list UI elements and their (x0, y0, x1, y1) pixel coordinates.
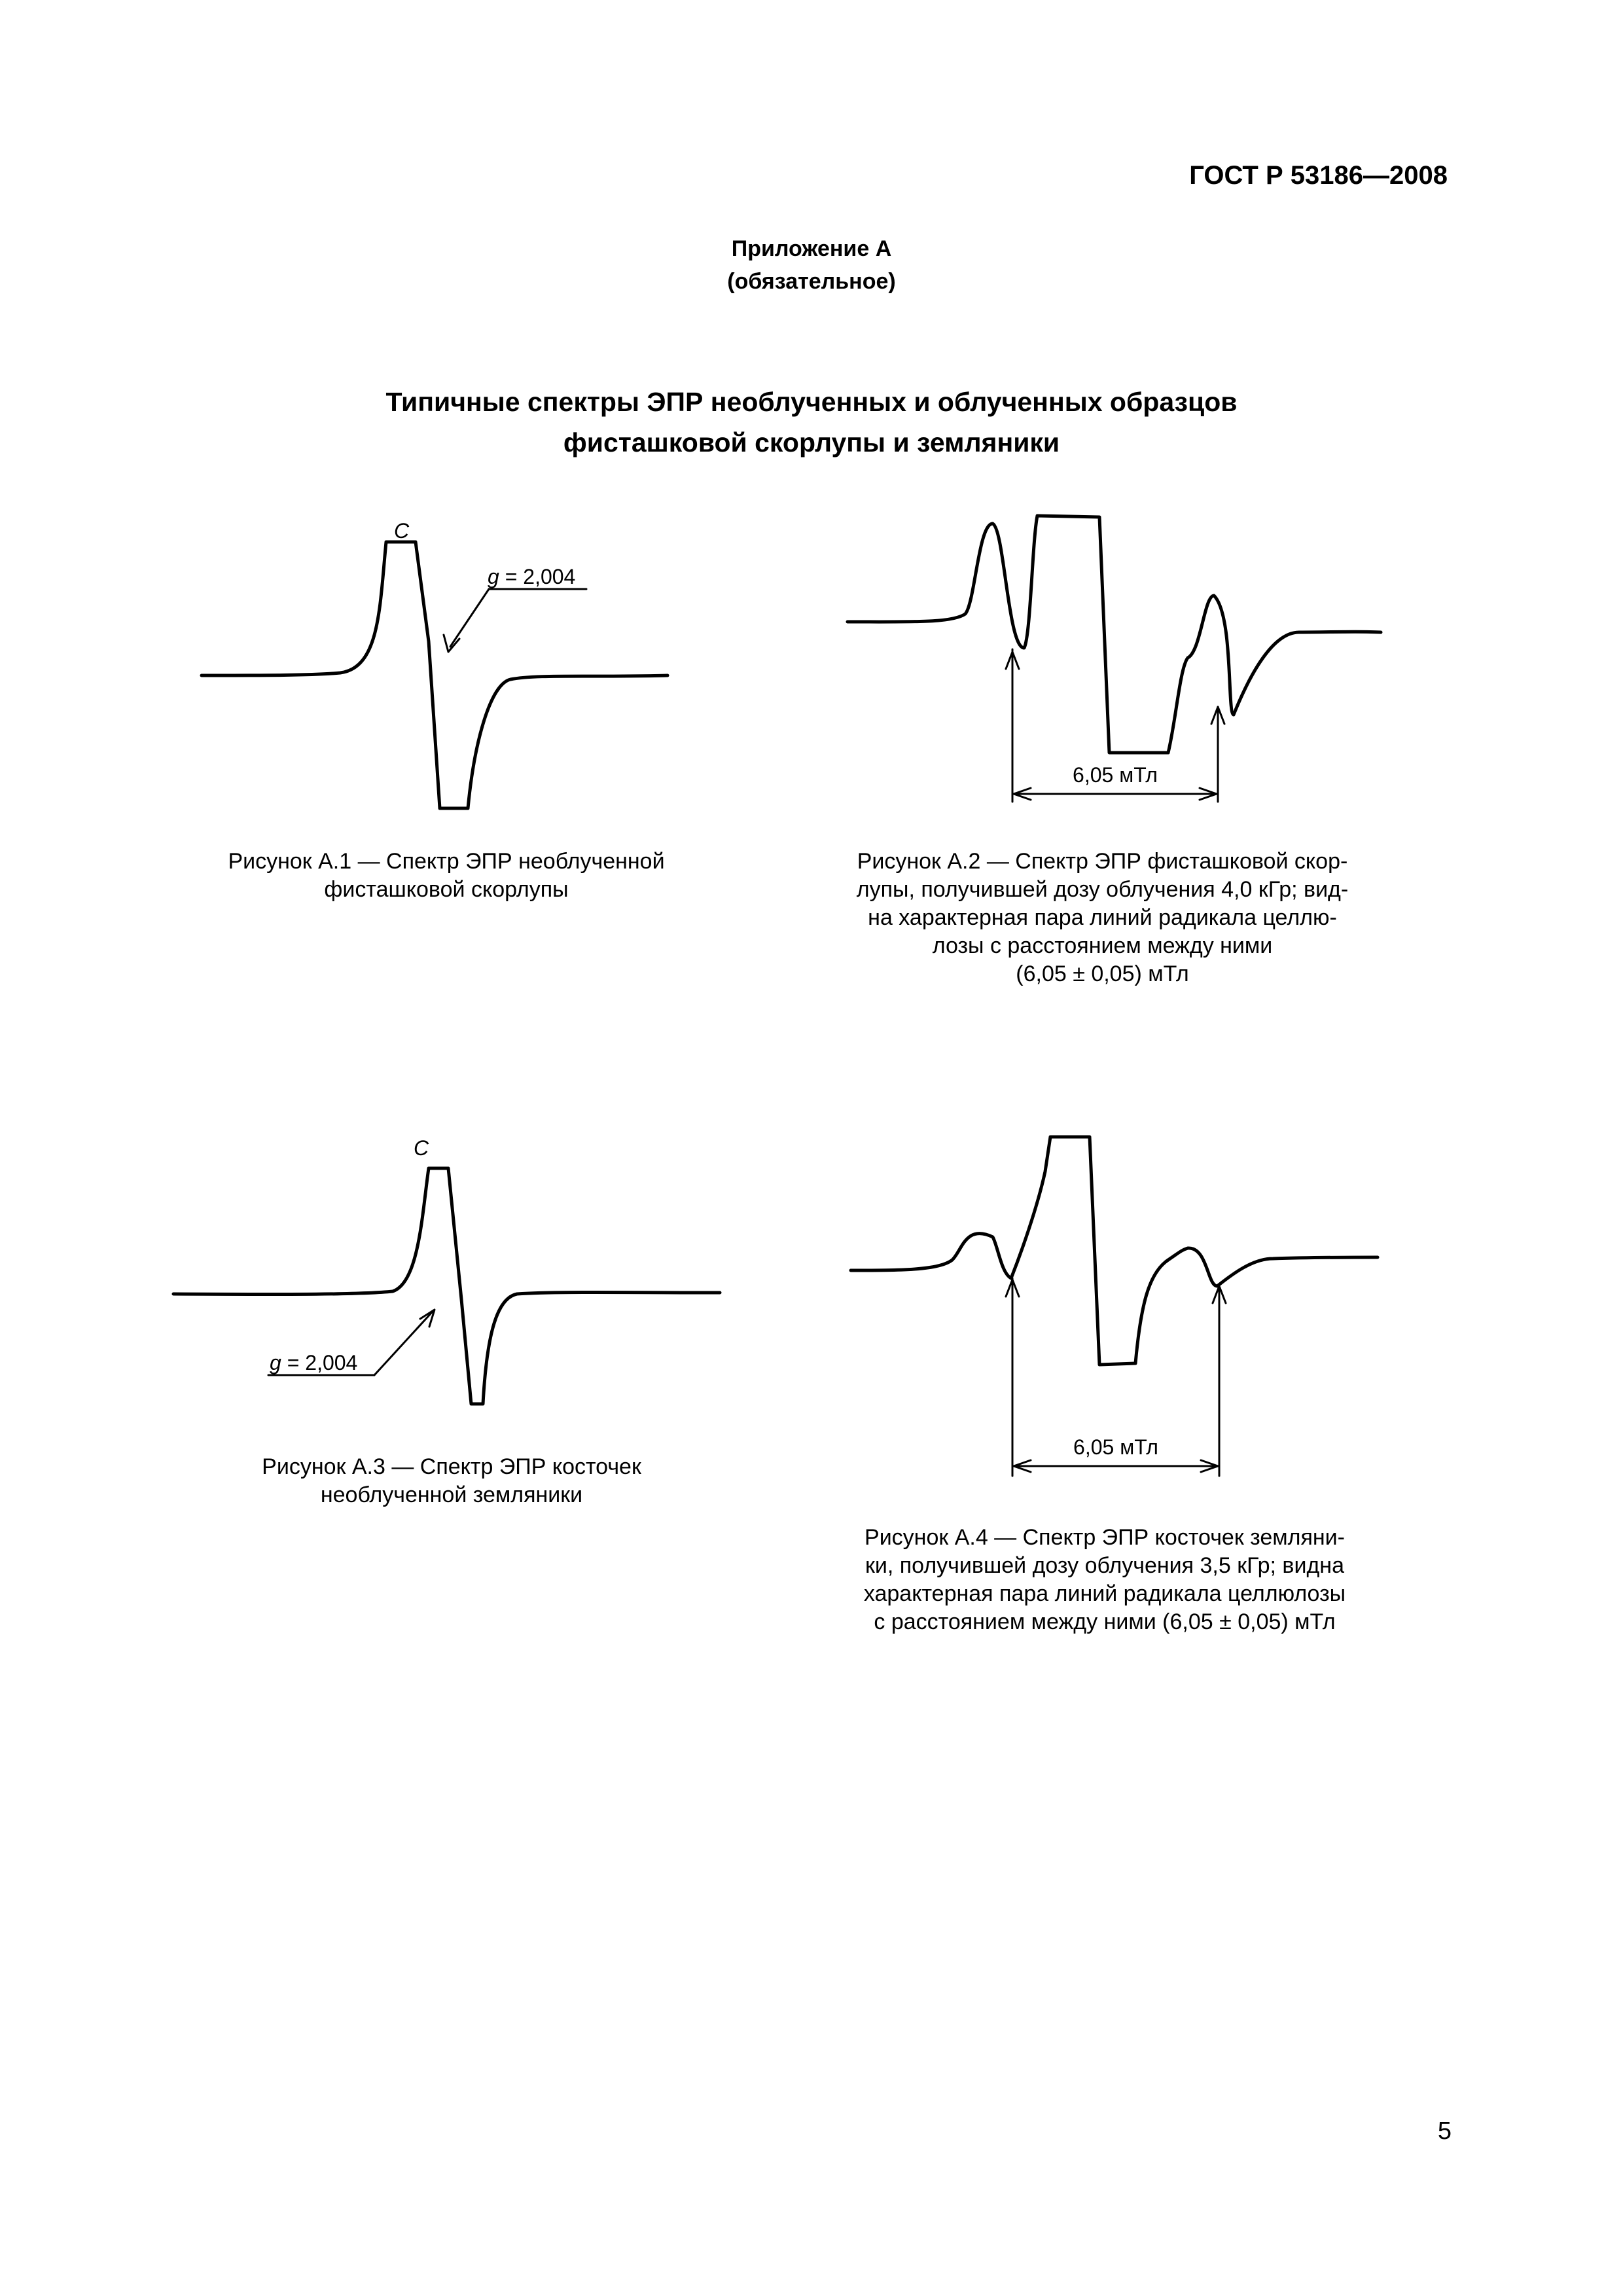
appendix-label: Приложение А (731, 236, 892, 261)
figure-a3-g-symbol: g (270, 1351, 281, 1374)
figure-a2-caption (826, 848, 1379, 988)
figure-a1-g-symbol: g (488, 565, 499, 588)
figure-a4-distance-label: 6,05 мТл (1073, 1435, 1158, 1459)
appendix-status: (обязательное) (727, 269, 896, 294)
figure-a1-peak-label: C (394, 519, 410, 543)
figure-a3-g-value: = 2,004 (281, 1351, 358, 1374)
figure-a3-caption-line: Рисунок А.3 — Спектр ЭПР косточек (262, 1454, 641, 1479)
figure-a1-pointer-line (450, 589, 489, 647)
figure-a3-trace (173, 1168, 720, 1404)
figure-a1-caption-line: фисташковой скорлупы (324, 877, 569, 902)
appendix-heading (0, 232, 1623, 298)
figure-a2-spectrum (841, 504, 1391, 818)
figure-a1-g-value: = 2,004 (499, 565, 576, 588)
figure-a4-trace (851, 1137, 1378, 1365)
title-line-1: Типичные спектры ЭПР необлученных и облученных образцов (385, 387, 1238, 417)
figure-a2-caption-line: лозы с расстоянием между ними (932, 933, 1273, 958)
figure-a2-caption-line: на характерная пара линий радикала целлю- (868, 905, 1337, 930)
figure-a4-caption-line: с расстоянием между ними (6,05 ± 0,05) мТл (874, 1609, 1336, 1634)
figure-a4-caption (830, 1524, 1380, 1636)
figure-a3-peak-label: C (414, 1136, 429, 1160)
title-line-2: фисташковой скорлупы и земляники (563, 427, 1060, 457)
figure-a3-spectrum (164, 1122, 740, 1417)
figure-a4-spectrum (841, 1122, 1391, 1489)
page-title (0, 382, 1623, 463)
figure-a2-caption-line: лупы, получившей дозу облучения 4,0 кГр; вид- (856, 877, 1349, 902)
figure-a1-g-annotation (488, 565, 575, 588)
figure-a3-caption-line: необлученной земляники (320, 1482, 583, 1507)
figure-a1-caption-line: Рисунок А.1 — Спектр ЭПР необлученной (228, 849, 665, 874)
figure-a1-trace (202, 542, 668, 808)
figure-a2-caption-line: Рисунок А.2 — Спектр ЭПР фисташковой скор- (857, 849, 1348, 874)
figure-a3-pointer-line (374, 1312, 432, 1375)
figure-a3-g-annotation (270, 1351, 357, 1374)
figure-a1-spectrum (183, 504, 694, 818)
figure-a4-caption-line: Рисунок А.4 — Спектр ЭПР косточек земляни- (865, 1525, 1345, 1550)
figure-a2-trace (847, 516, 1381, 753)
figure-a4-caption-line: характерная пара линий радикала целлюлозы (863, 1581, 1346, 1606)
figure-a4-caption-line: ки, получившей дозу облучения 3,5 кГр; видна (865, 1553, 1344, 1578)
document-code: ГОСТ Р 53186—2008 (1189, 161, 1448, 190)
figure-a1-caption (178, 848, 715, 904)
page-number: 5 (1437, 2117, 1452, 2145)
figure-a2-distance-label: 6,05 мТл (1073, 763, 1158, 787)
figure-a3-caption (196, 1453, 707, 1509)
figure-a2-caption-line: (6,05 ± 0,05) мТл (1016, 961, 1189, 986)
